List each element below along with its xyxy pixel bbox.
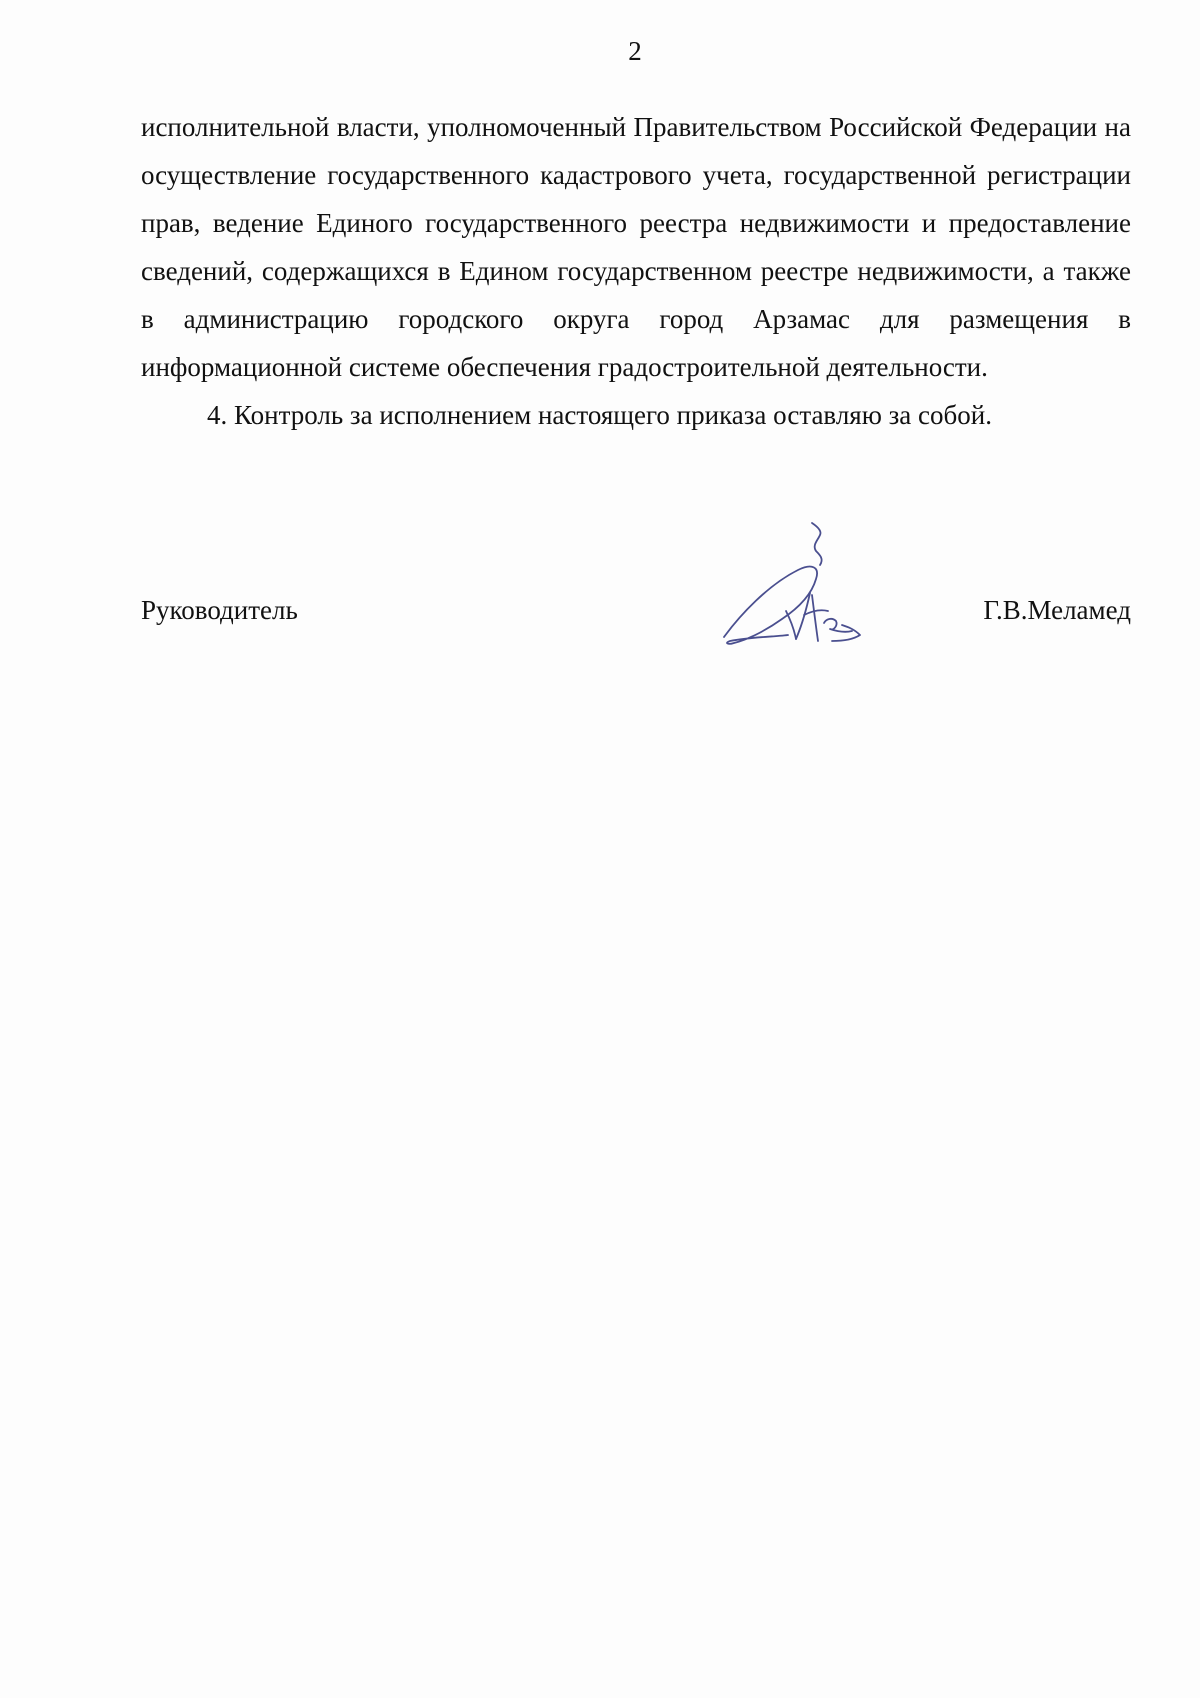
paragraph-continuation: исполнительной власти, уполномоченный Правительством Российской Федерации на осуществление государственного кадастрового учета, государственной регистрации прав, ведение Единого государственного реестра недвижимости и предоставление сведений, содержащихся в Едином государственном реестре недвижимости, а также в администрацию городского округа город Арзамас для размещения в информационной системе обеспечения градостроительной деятельности. [141,112,1131,382]
signature-block [141,593,1131,633]
handwritten-signature [720,515,870,650]
page-number: 2 [628,36,642,66]
signer-name: Г.В.Меламед [983,595,1131,625]
document-body [141,103,1131,439]
paragraph-item-4: 4. Контроль за исполнением настоящего приказа оставляю за собой. [207,400,992,430]
signer-position: Руководитель [141,595,298,625]
